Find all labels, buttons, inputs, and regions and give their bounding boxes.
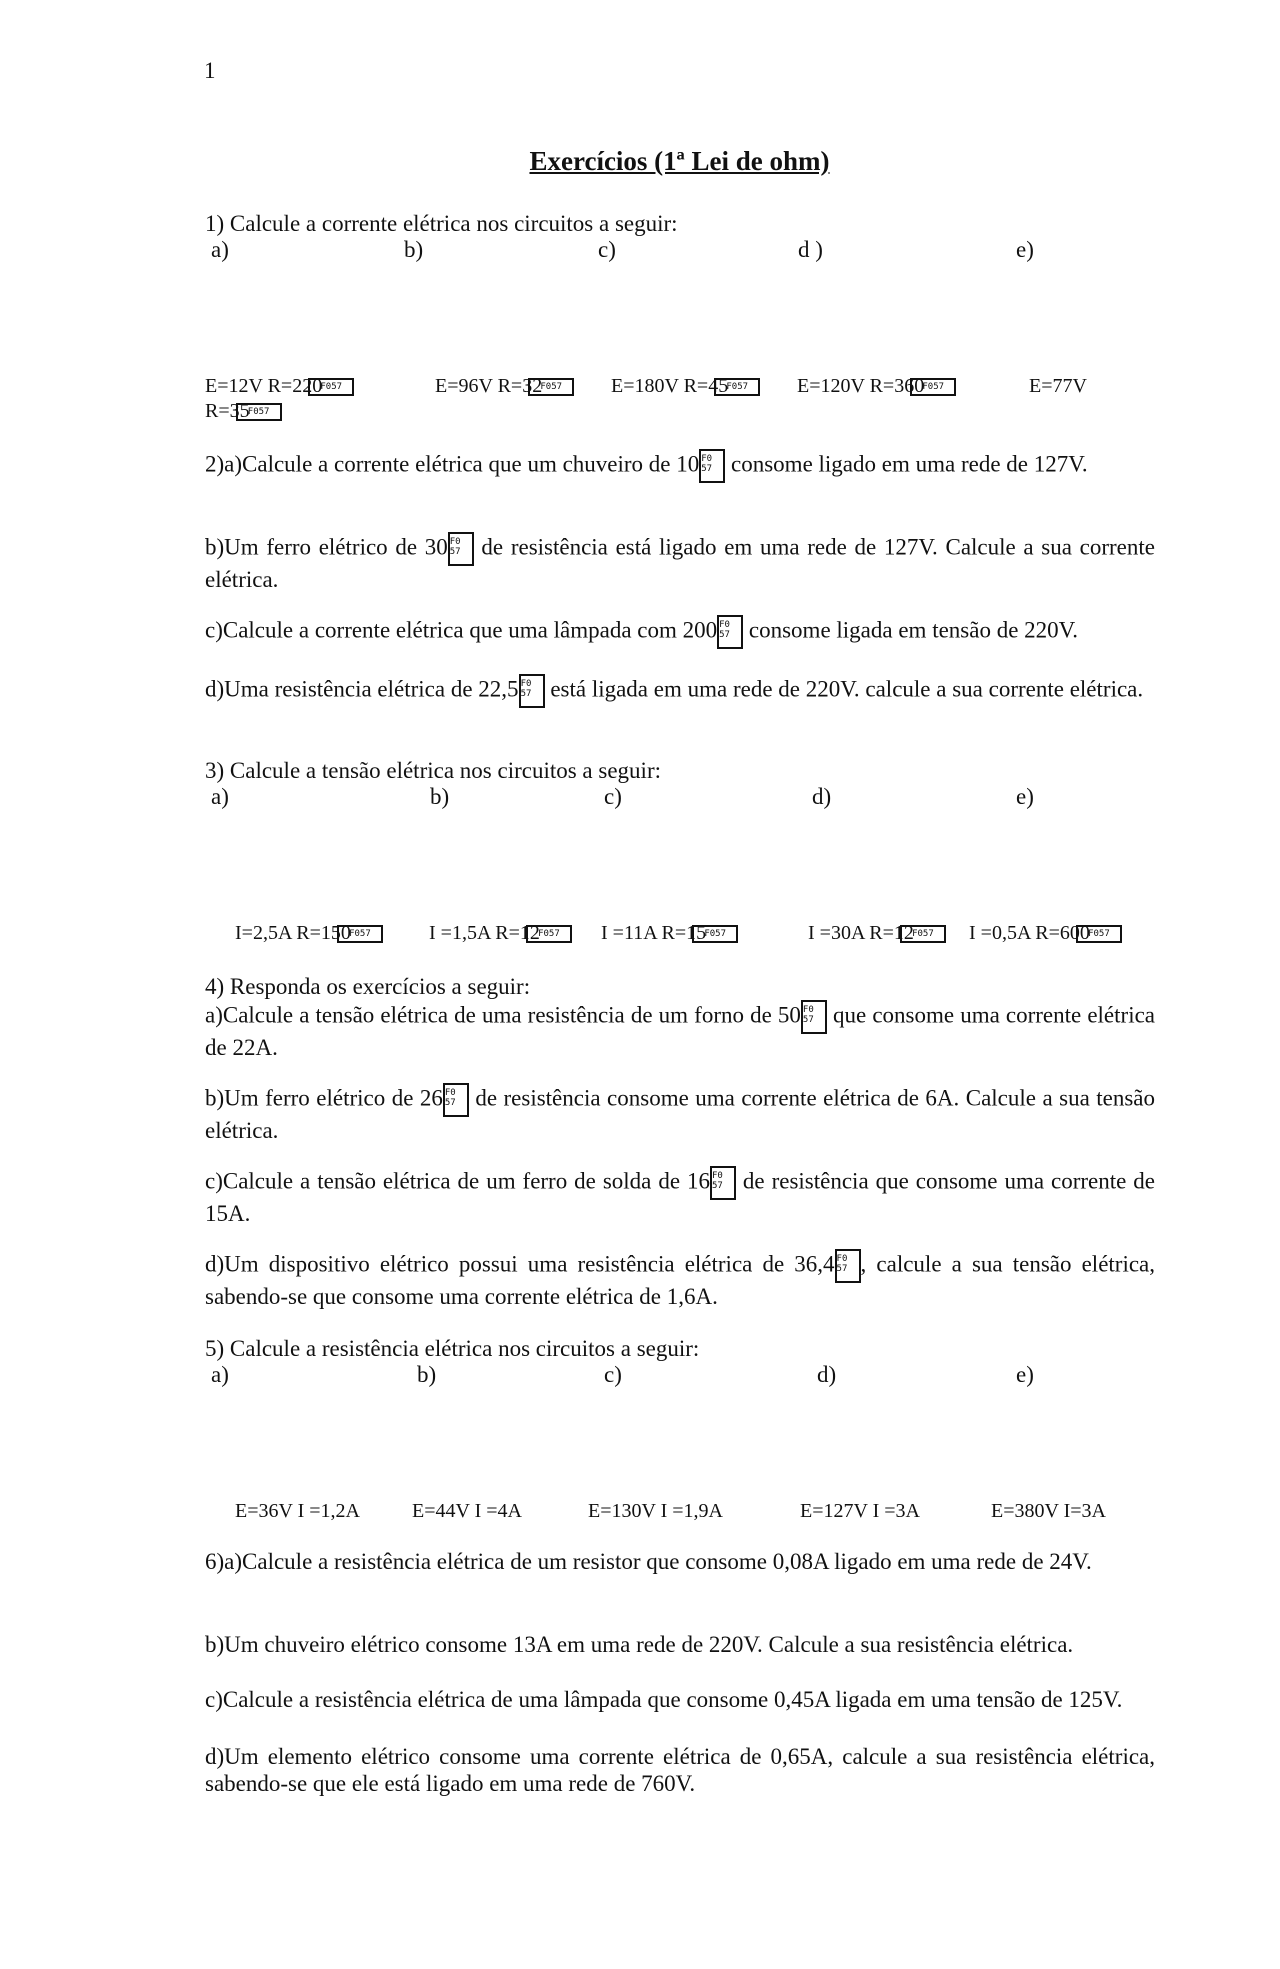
q6-c: c)Calcule a resistência elétrica de uma lâmpada que consome 0,45A ligada em uma tensão de 125V. bbox=[205, 1687, 1123, 1712]
ohm-symbol-icon: F057 bbox=[910, 378, 956, 396]
ohm-symbol-icon: F0 57 bbox=[717, 615, 743, 649]
q2-a: 2)a)Calcule a corrente elétrica que um chuveiro de 10 F0 57 consome ligado em uma rede de 127V. bbox=[205, 449, 1155, 483]
q1-data-d: E=120V R=360F057 bbox=[797, 375, 956, 398]
q1-data-b: E=96V R=32F057 bbox=[435, 375, 574, 398]
q3-label-a: a) bbox=[211, 784, 229, 809]
q3-data-b: I =1,5A R=12F057 bbox=[429, 922, 572, 945]
q1-data-e-r: R=35F057 bbox=[205, 400, 282, 423]
q4-c: c)Calcule a tensão elétrica de um ferro de solda de 16 F0 57 de resistência que consome uma corrente de 15A. bbox=[205, 1166, 1155, 1227]
q1-label-c: c) bbox=[598, 237, 616, 262]
q1-data-row-2 bbox=[205, 400, 1205, 426]
q3-data-c: I =11A R=15F057 bbox=[601, 922, 738, 945]
q6-a: 6)a)Calcule a resistência elétrica de um resistor que consome 0,08A ligado em uma rede de 24V. bbox=[205, 1549, 1092, 1574]
q3-label-e: e) bbox=[1016, 784, 1034, 809]
q2-d: d)Uma resistência elétrica de 22,5 F0 57 está ligada em uma rede de 220V. calcule a sua corrente elétrica. bbox=[205, 674, 1155, 708]
ohm-symbol-icon: F057 bbox=[1076, 925, 1122, 943]
ohm-symbol-icon: F057 bbox=[526, 925, 572, 943]
q1-data-a: E=12V R=220F057 bbox=[205, 375, 354, 398]
q2-b: b)Um ferro elétrico de 30 F0 57 de resistência está ligado em uma rede de 127V. Calcule a sua corrente elétrica. bbox=[205, 532, 1155, 593]
ohm-symbol-icon: F0 57 bbox=[801, 1000, 827, 1034]
q1-label-b: b) bbox=[404, 237, 424, 262]
page-number: 1 bbox=[204, 58, 216, 83]
q1-data-row bbox=[205, 375, 1205, 401]
q5-label-e: e) bbox=[1016, 1362, 1034, 1387]
q5-data-b: E=44V I =4A bbox=[412, 1500, 522, 1522]
q5-label-d: d) bbox=[817, 1362, 837, 1387]
q2-c: c)Calcule a corrente elétrica que uma lâmpada com 200 F0 57 consome ligada em tensão de 220V. bbox=[205, 615, 1155, 649]
q3-label-d: d) bbox=[812, 784, 832, 809]
q1-data-e: E=77V bbox=[1029, 375, 1087, 397]
q4-b: b)Um ferro elétrico de 26 F0 57 de resistência consome uma corrente elétrica de 6A. Calcule a sua tensão elétrica. bbox=[205, 1083, 1155, 1144]
q3-heading: 3) Calcule a tensão elétrica nos circuitos a seguir: bbox=[205, 758, 661, 783]
q5-heading: 5) Calcule a resistência elétrica nos circuitos a seguir: bbox=[205, 1336, 700, 1361]
q3-label-c: c) bbox=[604, 784, 622, 809]
ohm-symbol-icon: F057 bbox=[900, 925, 946, 943]
ohm-symbol-icon: F0 57 bbox=[519, 674, 545, 708]
ohm-symbol-icon: F057 bbox=[714, 378, 760, 396]
ohm-symbol-icon: F057 bbox=[337, 925, 383, 943]
q5-label-c: c) bbox=[604, 1362, 622, 1387]
ohm-symbol-icon: F057 bbox=[308, 378, 354, 396]
ohm-symbol-icon: F0 57 bbox=[710, 1166, 736, 1200]
q4-d: d)Um dispositivo elétrico possui uma resistência elétrica de 36,4 F0 57 , calcule a sua tensão elétrica, sabendo-se que consome uma corrente elétrica de 1,6A. bbox=[205, 1249, 1155, 1310]
q5-data-d: E=127V I =3A bbox=[800, 1500, 920, 1522]
ohm-symbol-icon: F057 bbox=[528, 378, 574, 396]
ohm-symbol-icon: F057 bbox=[692, 925, 738, 943]
q5-label-a: a) bbox=[211, 1362, 229, 1387]
q5-data-a: E=36V I =1,2A bbox=[235, 1500, 360, 1522]
q1-heading: 1) Calcule a corrente elétrica nos circuitos a seguir: bbox=[205, 211, 678, 236]
ohm-symbol-icon: F0 57 bbox=[448, 532, 474, 566]
q3-data-row bbox=[205, 922, 1205, 948]
q4-heading: 4) Responda os exercícios a seguir: bbox=[205, 974, 531, 999]
q5-data-row bbox=[205, 1500, 1205, 1526]
q3-label-b: b) bbox=[430, 784, 450, 809]
ohm-symbol-icon: F0 57 bbox=[835, 1249, 861, 1283]
q5-label-b: b) bbox=[417, 1362, 437, 1387]
q1-label-a: a) bbox=[211, 237, 229, 262]
q1-label-d: d ) bbox=[798, 237, 823, 262]
q3-data-e: I =0,5A R=600F057 bbox=[969, 922, 1122, 945]
page-title: Exercícios (1ª Lei de ohm) bbox=[529, 146, 830, 176]
q3-data-d: I =30A R=12F057 bbox=[808, 922, 946, 945]
ohm-symbol-icon: F057 bbox=[236, 403, 282, 421]
ohm-symbol-icon: F0 57 bbox=[443, 1083, 469, 1117]
q6-b: b)Um chuveiro elétrico consome 13A em uma rede de 220V. Calcule a sua resistência elétrica. bbox=[205, 1632, 1074, 1657]
q6-d: d)Um elemento elétrico consome uma corrente elétrica de 0,65A, calcule a sua resistência elétrica, sabendo-se que ele está ligado em uma rede de 760V. bbox=[205, 1744, 1155, 1796]
q1-data-c: E=180V R=45F057 bbox=[611, 375, 760, 398]
q1-label-e: e) bbox=[1016, 237, 1034, 262]
ohm-symbol-icon: F0 57 bbox=[699, 449, 725, 483]
q3-data-a: I=2,5A R=150F057 bbox=[235, 922, 383, 945]
q4-a: a)Calcule a tensão elétrica de uma resistência de um forno de 50 F0 57 que consome uma corrente elétrica de 22A. bbox=[205, 1000, 1155, 1061]
q5-data-e: E=380V I=3A bbox=[991, 1500, 1106, 1522]
q5-data-c: E=130V I =1,9A bbox=[588, 1500, 723, 1522]
